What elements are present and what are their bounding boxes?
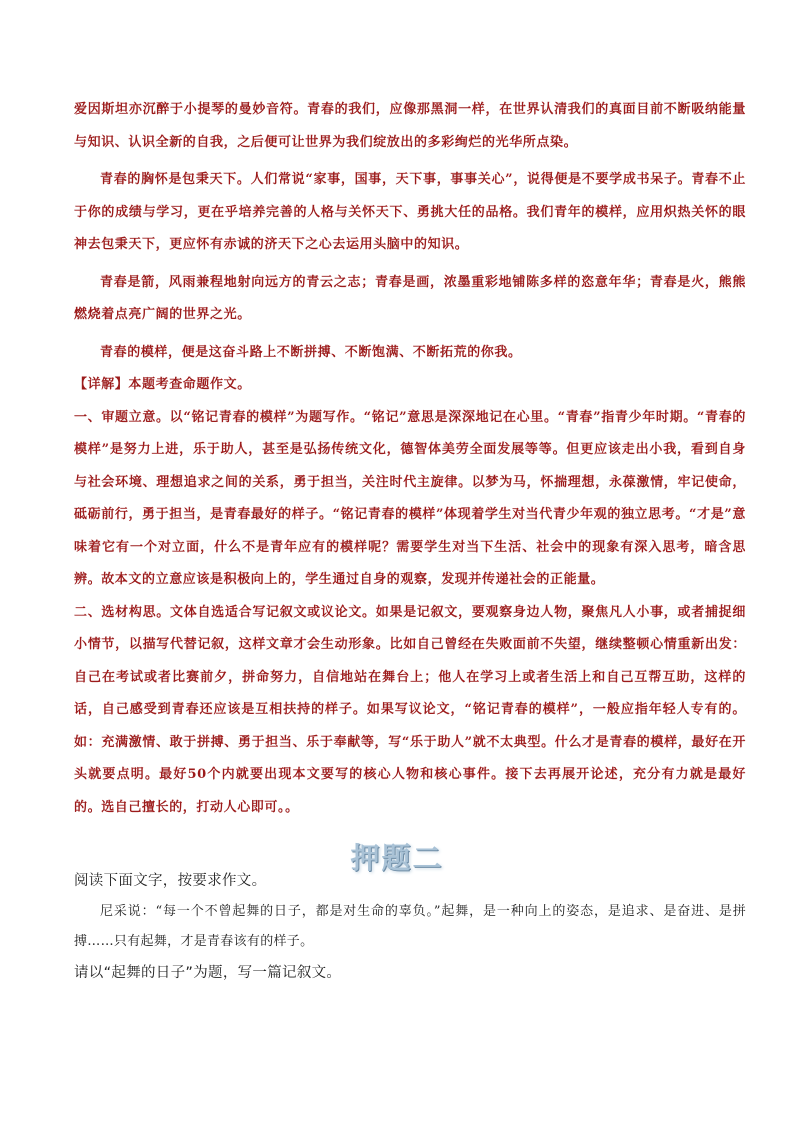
analysis-intro-text: 本题考查命题作文。: [128, 377, 251, 392]
section-title: 押题二: [350, 841, 444, 875]
analysis-tag: 【详解】: [74, 377, 129, 392]
essay-paragraph: 爱因斯坦亦沉醉于小提琴的曼妙音符。青春的我们，应像那黑洞一样，在世界认清我们的真面目前不断吸纳能量与知识、认识全新的自我，之后便可让世界为我们绽放出的多彩绚烂的光华所点染。: [74, 102, 746, 150]
essay-paragraph: 青春的胸怀是包秉天下。人们常说“家事，国事，天下事，事事关心”，说得便是不要学成书呆子。青春不止于你的成绩与学习，更在乎培养完善的人格与关怀天下、勇挑大任的品格。我们青年的模样，应用炽热关怀的眼神去包秉天下，更应怀有赤诚的济天下之心去运用头脑中的知识。: [74, 172, 746, 252]
analysis-intro: [74, 369, 746, 402]
essay-section: [74, 94, 746, 824]
prompt-quote: 尼采说：“每一个不曾起舞的日子，都是对生命的辜负。”起舞，是一种向上的姿态，是追求、是奋进、是拼搏……只有起舞，才是青春该有的样子。: [74, 904, 746, 949]
essay-paragraph: 青春的模样，便是这奋斗路上不断拼搏、不断饱满、不断拓荒的你我。: [100, 344, 522, 360]
prompt-task: 请以“起舞的日子”为题，写一篇记叙文。: [74, 965, 342, 981]
prompt-section: [74, 868, 746, 986]
analysis-section-2: 二、选材构思。文体自选适合写记叙文或议论文。如果是记叙文，要观察身边人物，聚焦凡人小事，或者捕捉细小情节，以描写代替记叙，这样文章才会生动形象。比如自己曾经在失败面前不失望，继续整顿心情重新出发：自己在考试或者比赛前夕，拼命努力，自信地站在舞台上；他人在学习上或者生活上和自己互帮互助，这样的话，自己感受到青春还应该是互相扶持的样子。如果写议论文，“铭记青春的模样”，一般应指年轻人专有的。如：充满激情、敢于拼搏、勇于担当、乐于奉献等，写“乐于助人”就不太典型。什么才是青春的模样，最好在开头就要点明。最好50个内就要出现本文要写的核心人物和核心事件。接下去再展开论述，充分有力就是最好的。选自己擅长的，打动人心即可。。: [74, 604, 746, 815]
prompt-instruction: 阅读下面文字，按要求作文。: [74, 873, 267, 889]
essay-paragraph: 青春是箭，风雨兼程地射向远方的青云之志；青春是画，浓墨重彩地铺陈多样的恣意年华；青春是火，熊熊燃烧着点亮广阔的世界之光。: [74, 274, 746, 322]
analysis-section-1: 一、审题立意。以“铭记青春的模样”为题写作。“铭记”意思是深深地记在心里。“青春”指青少年时期。“青春的模样”是努力上进，乐于助人，甚至是弘扬传统文化，德智体美劳全面发展等等。但更应该走出小我，看到自身与社会环境、理想追求之间的关系，勇于担当，关注时代主旋律。以梦为马，怀揣理想，永葆激情，牢记使命，砥砺前行，勇于担当，是青春最好的样子。“铭记青春的模样”体现着学生对当代青少年观的独立思考。“才是”意味着它有一个对立面，什么不是青年应有的模样呢？需要学生对当下生活、社会中的现象有深入思考，暗含思辨。故本文的立意应该是积极向上的，学生通过自身的观察，发现并传递社会的正能量。: [74, 409, 746, 587]
